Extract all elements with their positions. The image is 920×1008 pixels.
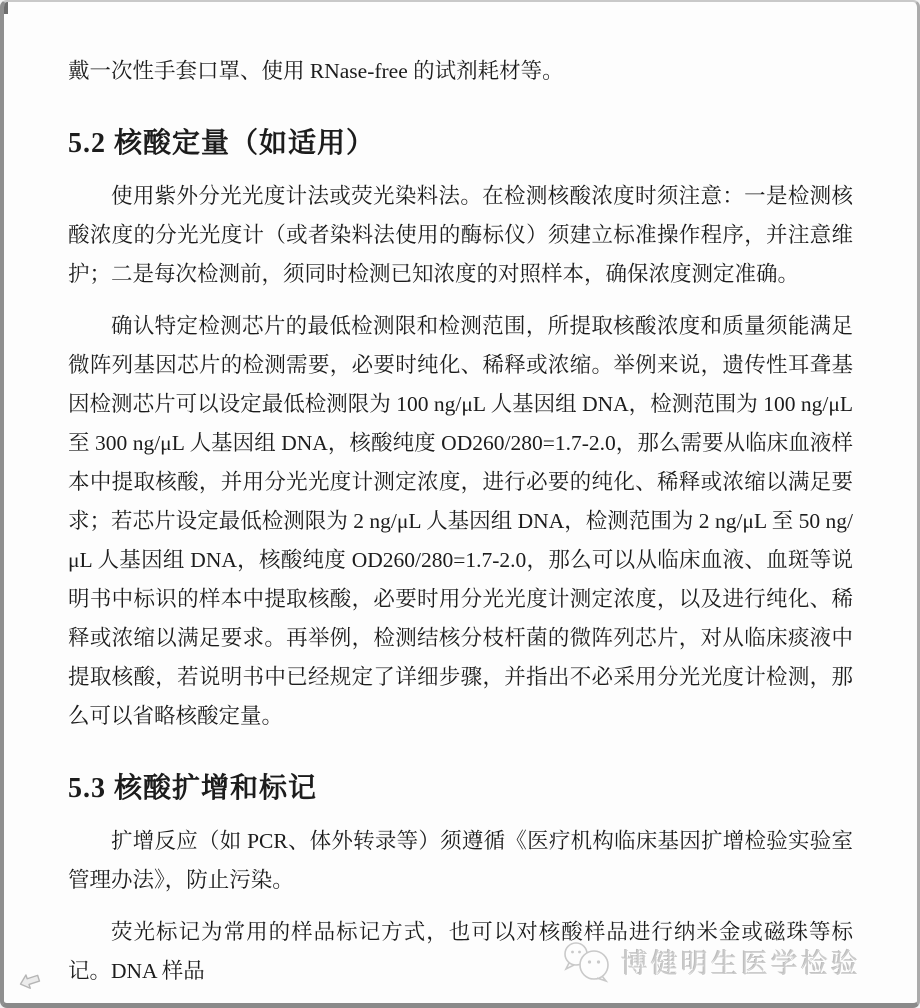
page-corner-notch [4,2,8,14]
chat-bubbles-logo [561,939,613,983]
page-content [4,2,917,991]
section-heading-5-2: 5.2 核酸定量（如适用） [68,128,376,159]
paragraph: 扩增反应（如 PCR、体外转录等）须遵循《医疗机构临床基因扩增检验实验室管理办法》，防止污染。 [68,829,853,892]
paragraph: 使用紫外分光光度计法或荧光染料法。在检测核酸浓度时须注意：一是检测核酸浓度的分光光度计（或者染料法使用的酶标仪）须建立标准操作程序，并注意维护；二是每次检测前，须同时检测已知浓度的对照样本，确保浓度测定准确。 [68,184,853,286]
paragraph: 荧光标记为常用的样品标记方式，也可以对核酸样品进行纳米金或磁珠等标记。DNA 样品 [68,920,853,983]
intro-paragraph: 戴一次性手套口罩、使用 RNase-free 的试剂耗材等。 [68,59,564,83]
watermark-text: 博健明生医学检验 [621,948,861,979]
section-heading-5-3: 5.3 核酸扩增和标记 [68,773,318,804]
paragraph: 确认特定检测芯片的最低检测限和检测范围，所提取核酸浓度和质量须能满足微阵列基因芯片的检测需要，必要时纯化、稀释或浓缩。举例来说，遗传性耳聋基因检测芯片可以设定最低检测限为 100 ng/μL 人基因组 DNA，检测范围为 100 ng/μL 至 300 ng/μL 人基因组 DNA，核酸纯度 OD260/280=1.7-2.0，那么需要从临床血液样本中提取核酸，并用分光光度计测定浓度，进行必要的纯化、稀释或浓缩以满足要求；若芯片设定最低检测限为 2 ng/μL 人基因组 DNA，检测范围为 2 ng/μL 至 50 ng/μL 人基因组 DNA，核酸纯度 OD260/280=1.7-2.0，那么可以从临床血液、血斑等说明书中标识的样本中提取核酸，必要时用分光光度计测定浓度，以及进行纯化、稀释或浓缩以满足要求。再举例，检测结核分枝杆菌的微阵列芯片，对从临床痰液中提取核酸，若说明书中已经规定了详细步骤，并指出不必采用分光光度计检测，那么可以省略核酸定量。 [68,314,853,728]
watermark [561,939,861,983]
return-arrow-icon [17,969,43,993]
